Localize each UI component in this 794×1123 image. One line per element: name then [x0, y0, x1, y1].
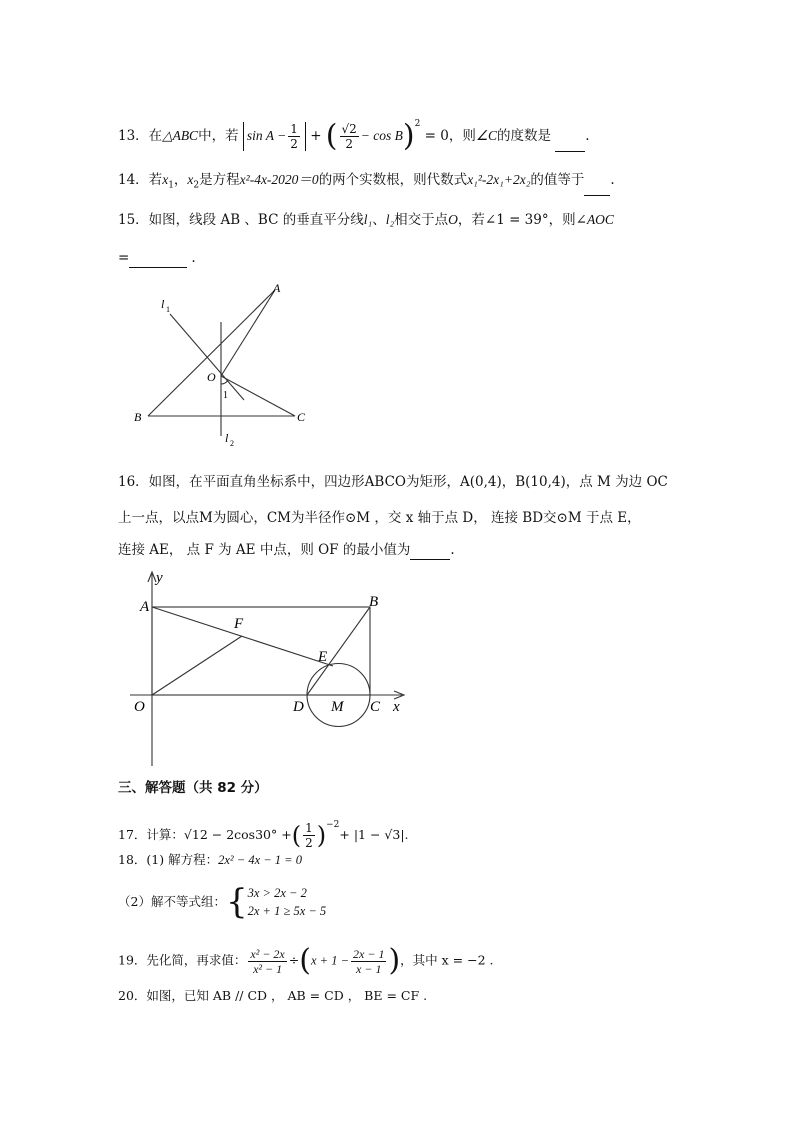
q15-sep: 、	[372, 212, 386, 228]
q14-x1-sub: 1	[168, 180, 174, 191]
question-19	[118, 943, 494, 978]
rectangle-abco	[152, 607, 370, 695]
fig15-label-a: A	[273, 281, 281, 295]
fig16-label-d: D	[293, 699, 304, 715]
section3-title: 三、解答题（共 82 分）	[118, 780, 268, 796]
q15-equals: =	[118, 250, 130, 266]
q16-line1: 16．如图，在平面直角坐标系中，四边形ABCO为矩形，A(0,4)，B(10,4)，点 M 为边 OC	[118, 474, 668, 490]
segment-ao	[221, 290, 275, 376]
q13-lparen: (	[325, 118, 338, 154]
q14-comma: ，	[173, 172, 188, 188]
q19-f2-den: x − 1	[356, 961, 382, 976]
q16-answer-blank[interactable]	[410, 545, 450, 560]
q13-answer-blank[interactable]	[555, 137, 585, 152]
fig15-label-o: O	[207, 370, 216, 384]
fig16-label-f: F	[234, 616, 244, 632]
q15-l1: l₁	[363, 212, 373, 227]
q19-rparen: )	[388, 943, 401, 978]
q19-f2-num: 2x − 1	[353, 946, 385, 961]
q17-expr-a: √12 − 2cos30° +	[183, 827, 292, 842]
q13-number: 13．在	[118, 128, 163, 144]
fig15-label-l1: l	[161, 297, 165, 311]
fig16-label-a: A	[140, 599, 150, 615]
question-20	[118, 986, 427, 1006]
question-16-line3	[118, 540, 455, 560]
q15-text-b: 相交于点	[394, 212, 449, 228]
question-14	[118, 170, 615, 196]
fig16-label-e: E	[318, 649, 328, 665]
q13-text: 中，若	[198, 128, 239, 144]
q14-x1: x	[162, 172, 169, 187]
segment-of	[152, 636, 242, 695]
fig15-label-b: B	[134, 410, 142, 424]
fig16-label-o: O	[134, 699, 145, 715]
question-16-line2	[118, 508, 641, 528]
q14-x2-sub: 2	[193, 180, 200, 191]
q19-fraction-2	[351, 947, 386, 976]
q13-sqrt2-num: √2	[341, 122, 357, 136]
q17-half	[303, 821, 315, 850]
q19-f1-num: x² − 2x	[250, 946, 285, 961]
q13-sqrt2	[340, 122, 359, 151]
q14-text-a: 14．若	[118, 172, 163, 188]
question-17	[118, 815, 409, 851]
q19-fraction-1	[248, 947, 286, 976]
q15-answer-blank[interactable]	[129, 253, 187, 268]
q16-end: .	[450, 542, 455, 558]
q13-rparen: )	[402, 118, 415, 154]
q13-plus: +	[310, 128, 322, 144]
q18-inequality-1: 3x > 2x − 2	[247, 886, 307, 900]
section-heading	[118, 778, 268, 798]
q13-triangle: △ABC	[162, 128, 199, 143]
q16-line3: 连接 AE， 点 F 为 AE 中点，则 OF 的最小值为	[118, 542, 411, 558]
figure-15	[120, 278, 320, 454]
q15-text-c: ，若∠1 = 39°，则∠	[457, 212, 587, 228]
question-18-part1	[118, 850, 302, 870]
q15-l2: l₂	[385, 212, 395, 227]
q13-angle: ∠C	[475, 128, 497, 143]
q18-equation: 2x² − 4x − 1 = 0	[218, 853, 302, 867]
question-18-part2	[118, 884, 326, 920]
fig16-label-y: y	[156, 570, 163, 586]
question-15	[118, 210, 614, 230]
fig16-label-m: M	[331, 699, 344, 715]
q20-text: 20．如图，已知 AB // CD ， AB = CD ， BE = CF .	[118, 988, 428, 1003]
question-16-line1	[118, 472, 668, 492]
q17-label: 17．计算：	[118, 827, 184, 842]
q13-half-den: 2	[290, 137, 298, 151]
figure-16	[120, 566, 420, 771]
q17-lparen: (	[291, 821, 302, 850]
q19-tail: ，其中 x = −2 .	[400, 952, 494, 968]
q13-cosB: − cos B	[360, 128, 403, 143]
q15-text-a: 15．如图，线段 AB 、BC 的垂直平分线	[118, 212, 364, 228]
fig16-label-x: x	[393, 699, 400, 715]
q14-x2: x	[187, 172, 194, 187]
segment-oc	[221, 376, 295, 416]
q19-f1-den: x² − 1	[253, 961, 283, 976]
q13-sqrt2-den: 2	[345, 137, 353, 151]
q19-label: 19．先化简，再求值：	[118, 952, 247, 968]
q15-aoc: AOC	[586, 212, 614, 227]
segment-bd	[307, 607, 370, 695]
q18-system	[248, 884, 327, 920]
q14-text-b: 是方程	[199, 172, 240, 188]
q17-expr-b: + |1 − √3|	[339, 827, 405, 842]
q18-brace: {	[225, 882, 248, 922]
q18-label: 18．(1) 解方程：	[118, 852, 219, 867]
q19-divide: ÷	[288, 952, 300, 968]
q17-half-den: 2	[305, 836, 313, 850]
q14-text-c: 的两个实数根，则代数式	[318, 172, 468, 188]
q13-square: 2	[414, 119, 421, 129]
q14-end: .	[610, 172, 615, 188]
fig16-label-c: C	[370, 699, 381, 715]
q15-end: .	[191, 250, 196, 266]
q13-tail: 的度数是	[496, 128, 551, 144]
q13-end: .	[585, 128, 590, 144]
q14-answer-blank[interactable]	[584, 181, 610, 196]
q13-eq: = 0，则	[424, 128, 476, 144]
q13-half	[288, 122, 300, 151]
q14-expression: x₁²-2x₁+2x₂	[467, 172, 531, 187]
fig15-label-c: C	[297, 410, 306, 424]
fig15-label-l2-sub: 2	[230, 439, 234, 448]
q17-half-num: 1	[305, 821, 313, 835]
q18-inequality-2: 2x + 1 ≥ 5x − 5	[247, 904, 327, 918]
fig15-label-1: 1	[223, 390, 228, 401]
question-13	[118, 114, 590, 152]
fig15-label-l2: l	[225, 431, 229, 445]
fig16-label-b: B	[369, 594, 379, 610]
q19-mid: x + 1 −	[310, 953, 350, 968]
question-15-line2	[118, 248, 196, 268]
q14-text-d: 的值等于	[530, 172, 585, 188]
q17-end: .	[404, 827, 409, 842]
q19-lparen: (	[299, 943, 311, 978]
q15-point-o: O	[448, 212, 458, 227]
q17-exponent: −2	[326, 820, 340, 830]
q13-sinA: sin A −	[246, 128, 287, 143]
q17-rparen: )	[316, 821, 327, 850]
q14-equation: x²-4x-2020＝0	[239, 172, 319, 187]
q13-abs	[243, 122, 306, 151]
q18-label2: （2）解不等式组：	[118, 894, 226, 909]
q16-line2: 上一点，以点M为圆心，CM为半径作⊙M ，交 x 轴于点 D， 连接 BD交⊙M 于点 E，	[118, 510, 641, 526]
q13-half-num: 1	[290, 122, 298, 136]
fig15-label-l1-sub: 1	[166, 305, 170, 314]
